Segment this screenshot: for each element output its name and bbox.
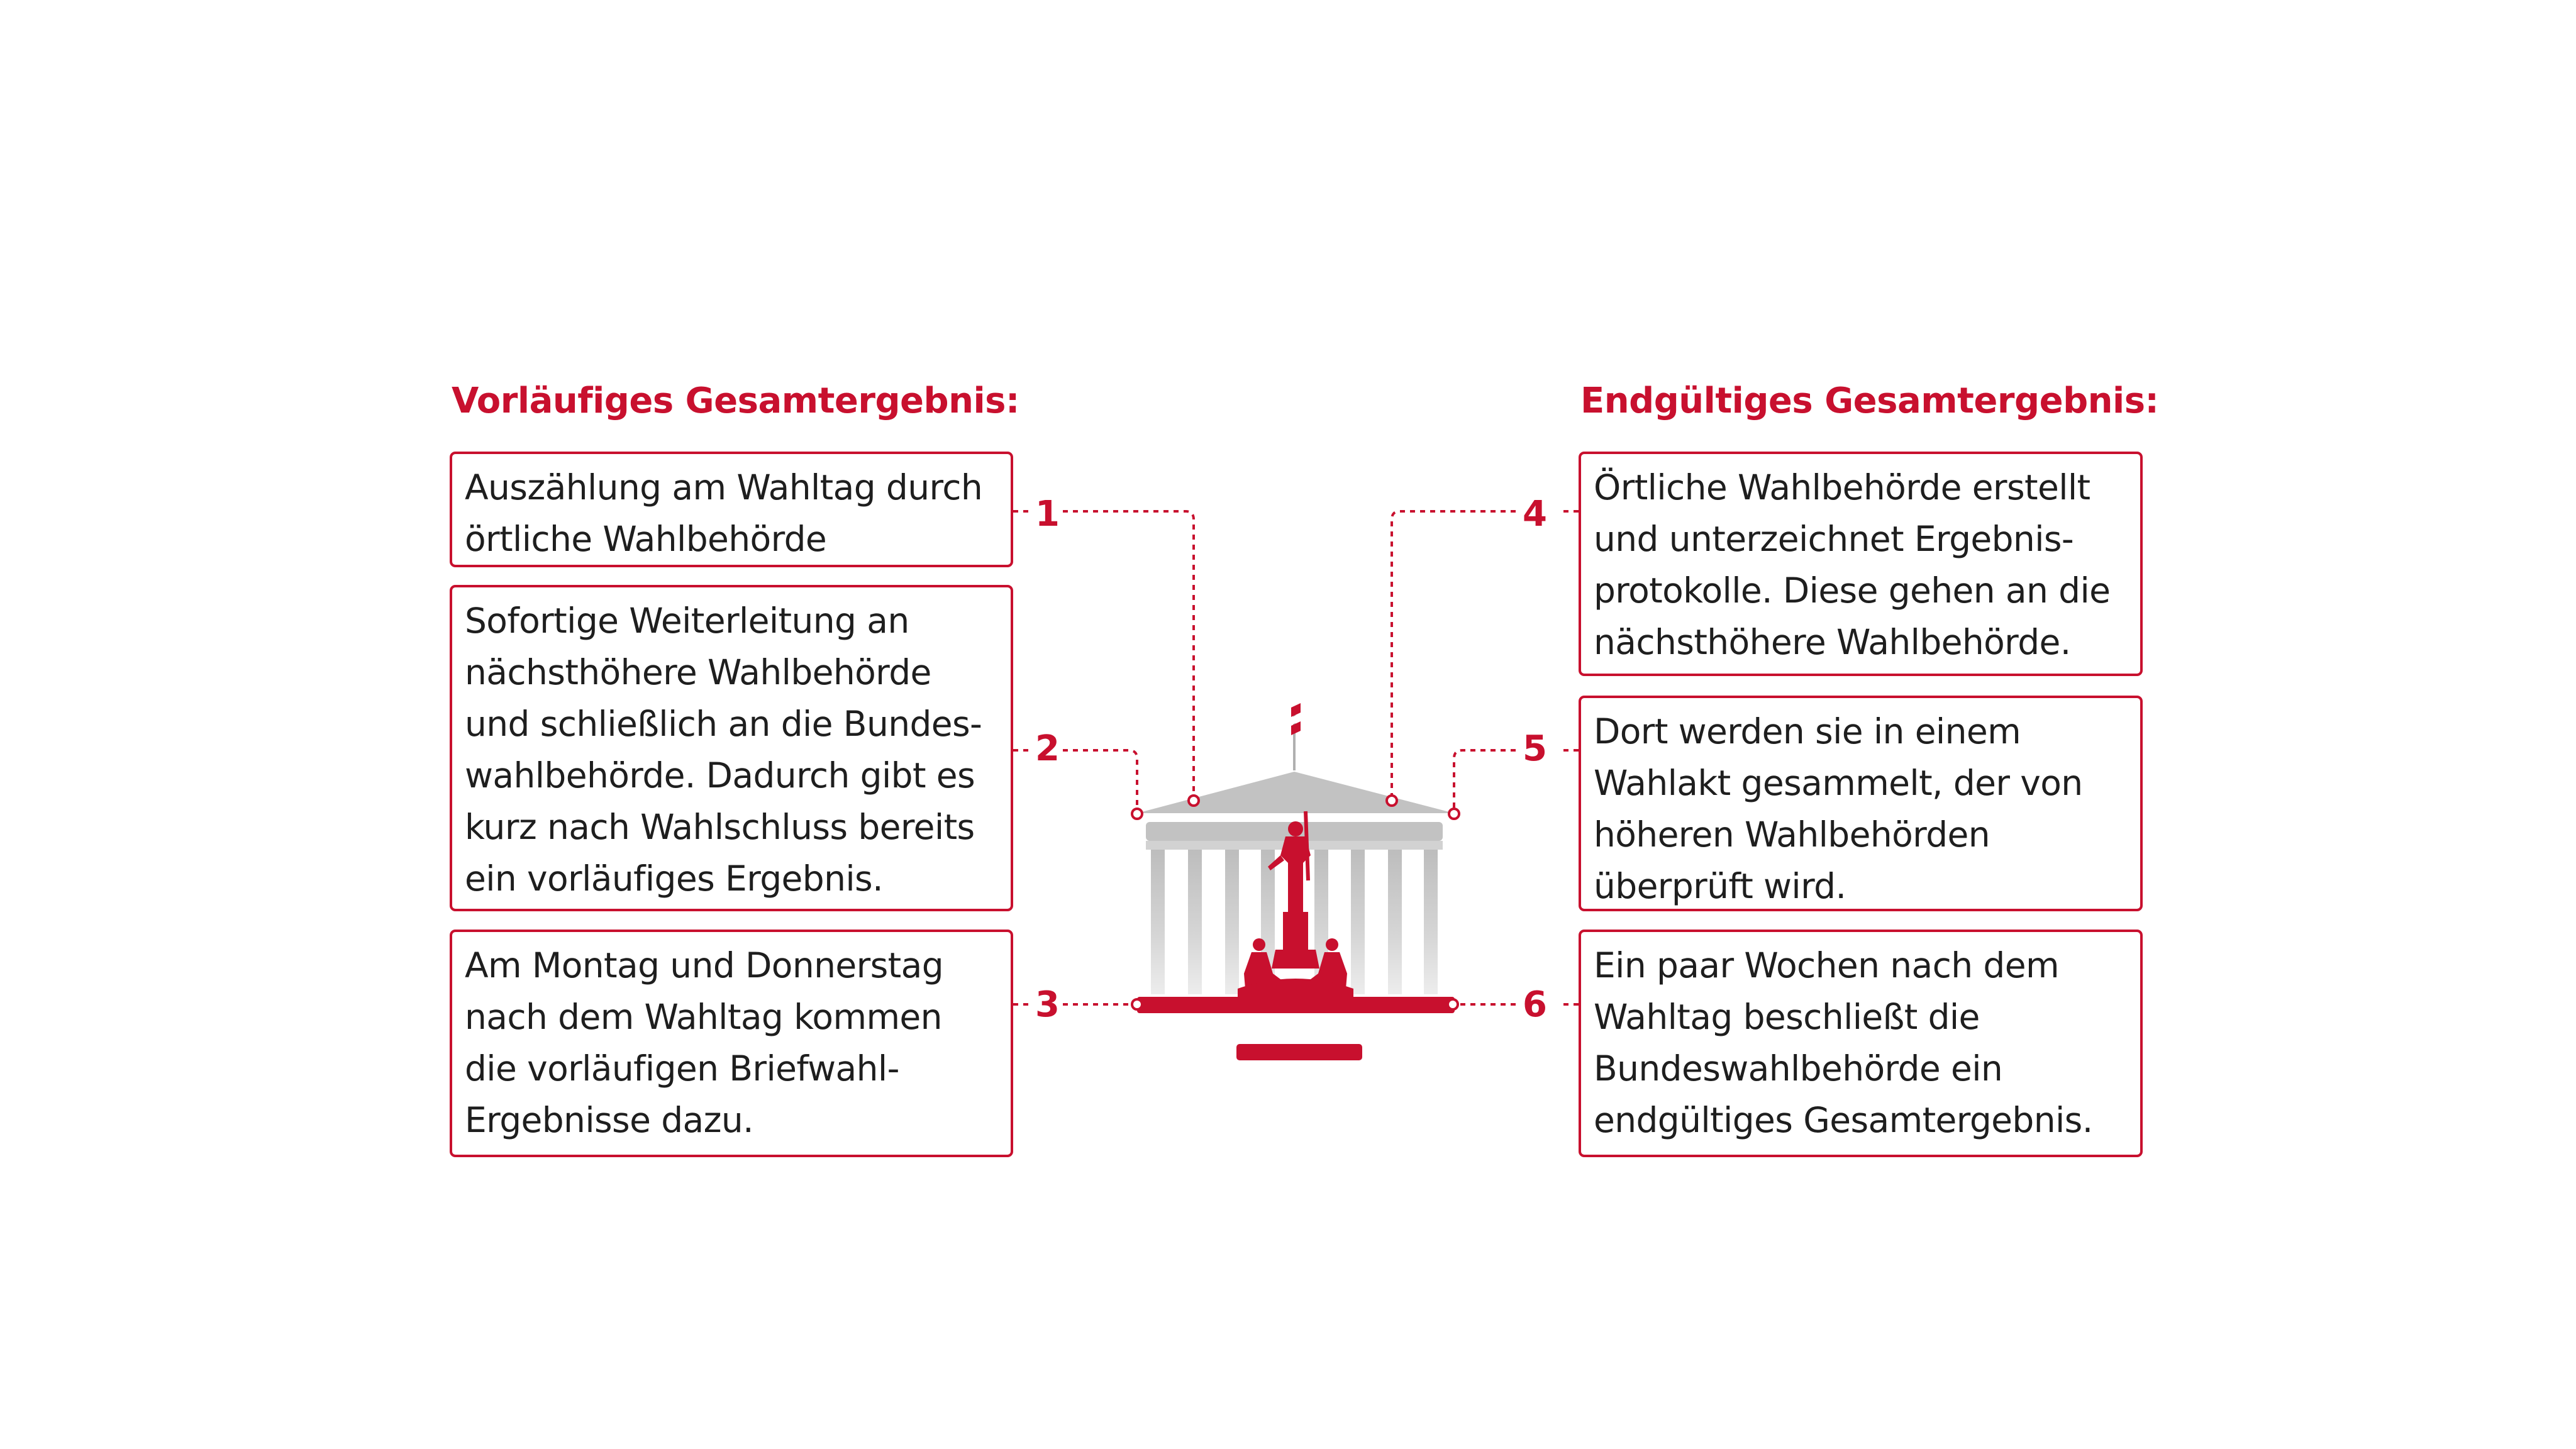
building-base [1137, 997, 1455, 1013]
building-plinth [1236, 1044, 1362, 1060]
step-number-3: 3 [1035, 984, 1060, 1025]
heading-final-result: Endgültiges Gesamtergebnis: [1580, 380, 2159, 421]
connector-2-line [1063, 750, 1137, 811]
connector-dot-4 [1387, 796, 1397, 806]
step-number-6: 6 [1523, 984, 1547, 1025]
connector-dot-5 [1449, 809, 1459, 819]
connector-1-line [1063, 511, 1194, 797]
step-box-1: Auszählung am Wahltag durch örtliche Wahlbehörde [450, 452, 1013, 567]
step-box-6: Ein paar Wochen nach dem Wahltag beschließt die Bundeswahlbehörde ein endgültiges Gesamtergebnis. [1579, 930, 2143, 1157]
heading-preliminary-result: Vorläufiges Gesamtergebnis: [452, 380, 1019, 421]
connector-dot-6 [1448, 999, 1458, 1009]
step-number-5: 5 [1523, 728, 1547, 769]
step-number-2: 2 [1035, 728, 1060, 769]
step-box-2: Sofortige Weiterleitung an nächsthöhere Wahlbehörde und schließlich an die Bundes- wahlbehörde. Dadurch gibt es kurz nach Wahlschluss bereits ein vorläufiges Ergebnis. [450, 585, 1013, 911]
connector-5-line [1454, 750, 1516, 811]
connector-dot-1 [1189, 796, 1199, 806]
step-box-4: Örtliche Wahlbehörde erstellt und unterzeichnet Ergebnis- protokolle. Diese gehen an die nächsthöhere Wahlbehörde. [1579, 452, 2143, 676]
austrian-flag-icon [1291, 703, 1301, 770]
step-number-1: 1 [1035, 494, 1060, 535]
connector-dot-2 [1132, 809, 1142, 819]
connector-dot-3 [1132, 999, 1142, 1009]
pediment [1137, 772, 1454, 813]
step-box-3: Am Montag und Donnerstag nach dem Wahltag kommen die vorläufigen Briefwahl- Ergebnisse dazu. [450, 930, 1013, 1157]
step-number-4: 4 [1523, 494, 1547, 535]
parliament-building-icon [1137, 703, 1455, 1060]
step-box-5: Dort werden sie in einem Wahlakt gesammelt, der von höheren Wahlbehörden überprüft wird. [1579, 696, 2143, 911]
